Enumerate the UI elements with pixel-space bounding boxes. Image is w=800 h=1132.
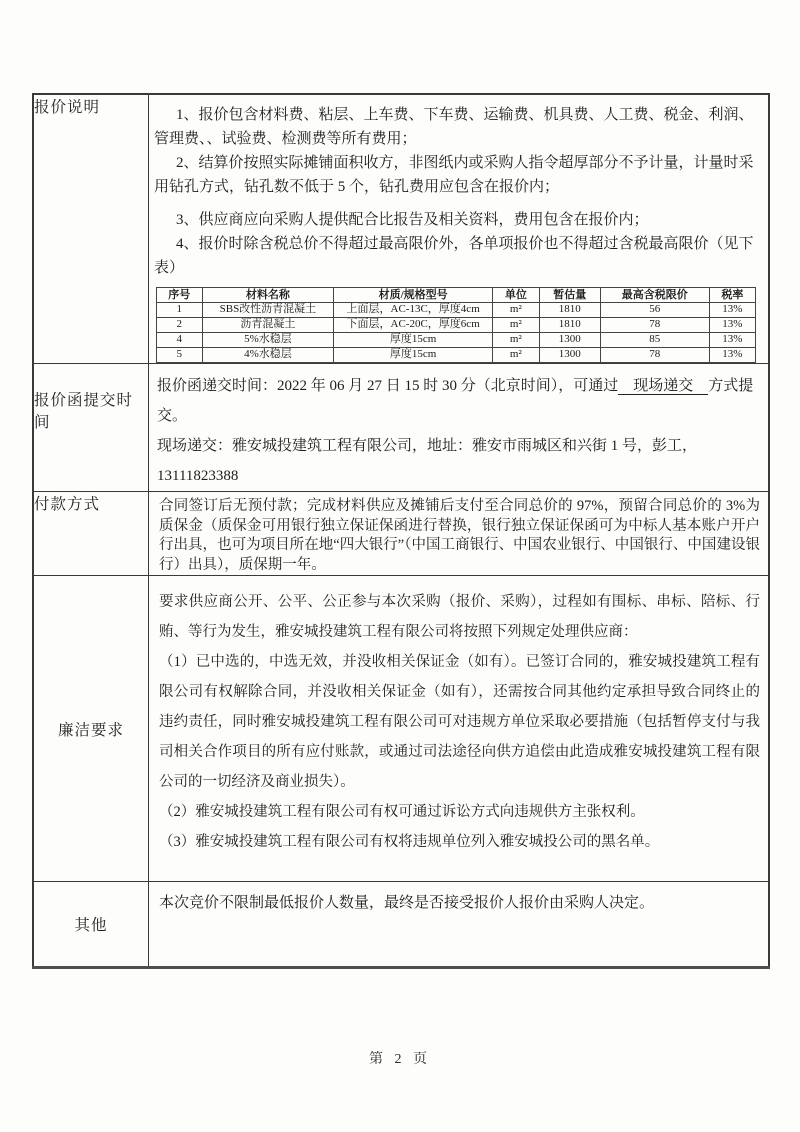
price-header-unit: 单位 xyxy=(493,288,540,303)
price-cell: m² xyxy=(493,348,540,363)
price-cell: m² xyxy=(493,318,540,333)
page-number: 第 2 页 xyxy=(369,1052,431,1067)
section-content-payment xyxy=(149,492,770,576)
price-cell: 1300 xyxy=(539,348,600,363)
price-cell: 78 xyxy=(600,348,709,363)
submission-line-2: 现场递交：雅安城投建筑工程有限公司，地址：雅安市雨城区和兴街 1 号，彭工，13111823388 xyxy=(157,438,698,484)
note-item-2: 2、结算价按照实际摊铺面积收方，非图纸内或采购人指令超厚部分不予计量，计量时采用钻孔方式，钻孔数不低于 5 个，钻孔费用应包含在报价内； xyxy=(154,155,754,195)
price-limit-table xyxy=(156,287,756,363)
main-table xyxy=(32,93,770,969)
price-cell: 13% xyxy=(709,333,755,348)
section-label-text: 付款方式 xyxy=(34,496,101,513)
price-header-quantity: 暂估量 xyxy=(539,288,600,303)
integrity-paragraph-3: （2）雅安城投建筑工程有限公司有权可通过诉讼方式向违规供方主张权利。 xyxy=(159,804,645,820)
delivery-method-underlined: 现场递交 xyxy=(618,378,708,395)
section-content-integrity xyxy=(149,576,770,882)
price-cell: 13% xyxy=(709,348,755,363)
price-cell: 厚度15cm xyxy=(334,348,493,363)
price-header-seq: 序号 xyxy=(157,288,203,303)
row-other xyxy=(33,882,769,968)
section-content-other xyxy=(149,882,770,968)
price-cell: 上面层，AC-13C，厚度4cm xyxy=(334,303,493,318)
price-table-row xyxy=(157,333,756,348)
integrity-paragraph-1: 要求供应商公开、公平、公正参与本次采购（报价、采购），过程如有围标、串标、陪标、行贿、等行为发生，雅安城投建筑工程有限公司将按照下列规定处理供应商： xyxy=(159,594,760,640)
row-quotation-notes xyxy=(33,94,769,364)
price-cell: 5%水稳层 xyxy=(202,333,334,348)
section-label-quotation-notes xyxy=(33,94,149,364)
price-cell: 78 xyxy=(600,318,709,333)
section-label-payment xyxy=(33,492,149,576)
integrity-paragraph-2: （1）已中选的，中选无效，并没收相关保证金（如有）。已签订合同的，雅安城投建筑工程有限公司有权解除合同，并没收相关保证金（如有），还需按合同其他约定承担导致合同终止的违约责任，同时雅安城投建筑工程有限公司可对违规方单位采取必要措施（包括暂停支付与我司相关合作项目的所有应付账款，或通过司法途径向供方追偿由此造成雅安城投建筑工程有限公司的一切经济及商业损失）。 xyxy=(159,654,760,790)
section-label-text: 其他 xyxy=(74,917,108,934)
section-label-text: 报价说明 xyxy=(34,99,101,116)
price-cell: 厚度15cm xyxy=(334,333,493,348)
price-cell: 5 xyxy=(157,348,203,363)
section-content-quotation-notes xyxy=(149,94,770,364)
section-content-submission-time xyxy=(149,364,770,492)
submission-line-1: 报价函递交时间：2022 年 06 月 27 日 15 时 30 分（北京时间），可通过 现场递交 方式提交。 xyxy=(157,378,754,424)
note-item-3: 3、供应商应向采购人提供配合比报告及相关资料，费用包含在报价内； xyxy=(176,212,649,228)
section-label-integrity xyxy=(33,576,149,882)
price-table-header-row xyxy=(157,288,756,303)
price-cell: 1 xyxy=(157,303,203,318)
integrity-paragraph-4: （3）雅安城投建筑工程有限公司有权将违规单位列入雅安城投公司的黑名单。 xyxy=(159,834,660,850)
row-payment xyxy=(33,492,769,576)
price-cell: 2 xyxy=(157,318,203,333)
price-table-row xyxy=(157,318,756,333)
price-cell: 沥青混凝土 xyxy=(202,318,334,333)
section-label-submission-time xyxy=(33,364,149,492)
note-item-1: 1、报价包含材料费、粘层、上车费、下车费、运输费、机具费、人工费、税金、利润、管理费、、试验费、检测费等所有费用； xyxy=(154,107,754,147)
price-table-row xyxy=(157,303,756,318)
price-cell: 1810 xyxy=(539,318,600,333)
section-label-text: 廉洁要求 xyxy=(57,721,124,739)
section-label-text: 报价函提交时间 xyxy=(34,392,134,431)
payment-text: 合同签订后无预付款；完成材料供应及摊铺后支付至合同总价的 97%，预留合同总价的 3%为质保金（质保金可用银行独立保证保函进行替换，银行独立保证保函可为中标人基本账户开户行出具，也可为项目所在地“四大银行”（中国工商银行、中国农业银行、中国银行、中国建设银行）出具），质保期一年。 xyxy=(159,498,760,573)
price-cell: 4%水稳层 xyxy=(202,348,334,363)
price-cell: m² xyxy=(493,333,540,348)
price-cell: 1810 xyxy=(539,303,600,318)
price-cell: m² xyxy=(493,303,540,318)
price-cell: 56 xyxy=(600,303,709,318)
section-label-other xyxy=(33,882,149,968)
price-header-spec: 材质/规格型号 xyxy=(334,288,493,303)
price-cell: 13% xyxy=(709,318,755,333)
price-table-row xyxy=(157,348,756,363)
price-header-material: 材料名称 xyxy=(202,288,334,303)
price-cell: 下面层，AC-20C，厚度6cm xyxy=(334,318,493,333)
price-header-maxprice: 最高含税限价 xyxy=(600,288,709,303)
row-submission-time xyxy=(33,364,769,492)
price-cell: 4 xyxy=(157,333,203,348)
price-cell: 85 xyxy=(600,333,709,348)
row-integrity xyxy=(33,576,769,882)
price-cell: SBS改性沥青混凝土 xyxy=(202,303,334,318)
price-cell: 13% xyxy=(709,303,755,318)
note-item-4: 4、报价时除含税总价不得超过最高限价外，各单项报价也不得超过含税最高限价（见下表） xyxy=(154,236,754,276)
other-text: 本次竞价不限制最低报价人数量，最终是否接受报价人报价由采购人决定。 xyxy=(159,895,655,911)
price-cell: 1300 xyxy=(539,333,600,348)
price-header-taxrate: 税率 xyxy=(709,288,755,303)
